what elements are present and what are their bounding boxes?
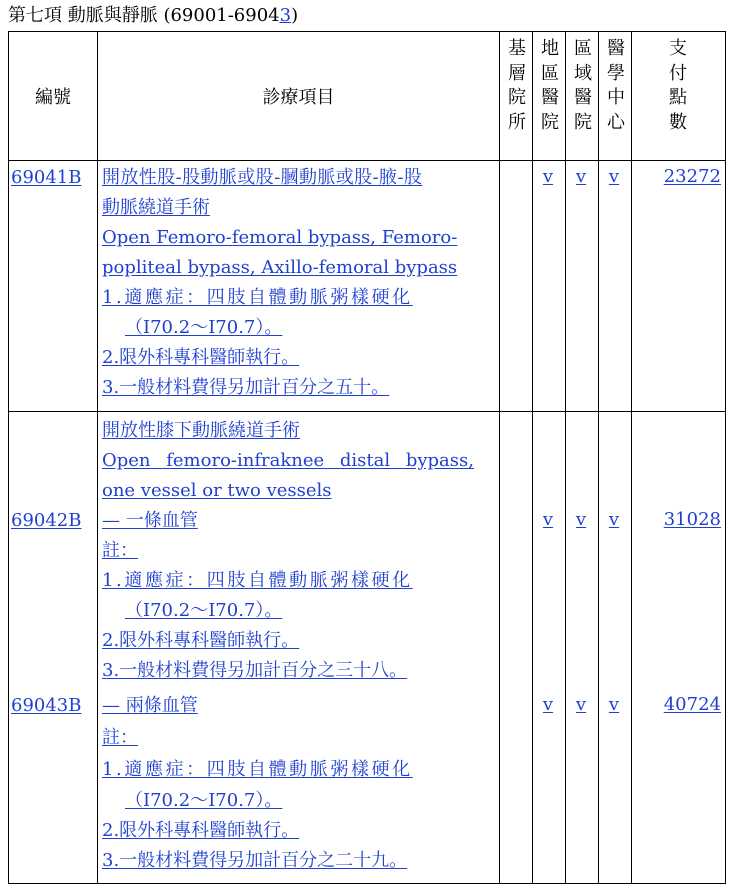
header-code: 編號 xyxy=(35,87,71,108)
header-level-medical-center xyxy=(602,37,630,135)
header-char: 院 xyxy=(574,111,592,133)
desc-line[interactable]: 1.適應症：四肢自體動脈粥樣硬化 xyxy=(102,287,413,308)
desc-line[interactable]: （I70.2～I70.7）。 xyxy=(125,600,283,621)
section-title xyxy=(8,4,298,28)
col-border xyxy=(565,31,566,884)
col-border xyxy=(499,31,500,884)
header-bottom-border xyxy=(8,160,726,161)
col-border xyxy=(725,31,726,884)
header-char: 域 xyxy=(574,62,592,84)
desc-line[interactable]: 開放性膝下動脈繞道手術 xyxy=(102,420,300,441)
mark-regional[interactable]: v xyxy=(575,509,587,530)
desc-line[interactable]: 3.一般材料費得另加計百分之五十。 xyxy=(102,377,390,398)
section-title-last-digit: 3 xyxy=(279,5,292,26)
mark-regional[interactable]: v xyxy=(575,166,587,187)
desc-line[interactable]: 1.適應症：四肢自體動脈粥樣硬化 xyxy=(102,759,413,780)
header-char: 心 xyxy=(607,111,625,133)
desc-line[interactable]: 2.限外科專科醫師執行。 xyxy=(102,630,300,651)
header-points xyxy=(664,37,692,135)
item-code-link[interactable]: 69043B xyxy=(11,695,82,716)
desc-line[interactable]: （I70.2～I70.7）。 xyxy=(125,790,283,811)
points-link[interactable]: 23272 xyxy=(663,166,721,187)
header-char: 層 xyxy=(508,62,526,84)
col-border xyxy=(631,31,632,884)
header-char: 學 xyxy=(607,62,625,84)
header-char: 醫 xyxy=(541,87,559,108)
mark-regional[interactable]: v xyxy=(575,694,587,715)
col-border xyxy=(532,31,533,884)
mark-district[interactable]: v xyxy=(542,166,554,187)
header-char: 院 xyxy=(508,87,526,108)
desc-line[interactable]: — 一條血管 xyxy=(102,510,198,531)
col-border xyxy=(8,31,9,884)
section-title-text: 第七項 動脈與靜脈 (69001-6904 xyxy=(8,5,280,26)
header-char: 付 xyxy=(669,62,687,84)
header-char: 數 xyxy=(669,111,687,133)
header-char: 基 xyxy=(508,38,526,59)
header-char: 中 xyxy=(607,87,625,108)
desc-line[interactable]: 註： xyxy=(102,727,138,748)
header-level-district xyxy=(536,37,564,135)
header-char: 區 xyxy=(574,38,592,59)
header-char: 點 xyxy=(669,87,687,108)
mark-district[interactable]: v xyxy=(542,694,554,715)
header-char: 所 xyxy=(508,111,526,133)
mark-medical-center[interactable]: v xyxy=(608,166,620,187)
header-char: 地 xyxy=(541,38,559,59)
desc-line[interactable]: 3.一般材料費得另加計百分之三十八。 xyxy=(102,660,408,681)
desc-line[interactable]: 2.限外科專科醫師執行。 xyxy=(102,820,300,841)
header-level-regional xyxy=(569,37,597,135)
row-divider xyxy=(8,411,726,412)
points-link[interactable]: 31028 xyxy=(663,509,721,530)
table-top-border xyxy=(8,31,726,32)
mark-medical-center[interactable]: v xyxy=(608,509,620,530)
desc-line[interactable]: one vessel or two vessels xyxy=(102,480,332,501)
item-code-link[interactable]: 69041B xyxy=(11,167,82,188)
header-char: 醫 xyxy=(574,87,592,108)
section-title-close: ) xyxy=(291,5,299,26)
col-border xyxy=(598,31,599,884)
mark-district[interactable]: v xyxy=(542,509,554,530)
header-char: 支 xyxy=(669,38,687,59)
desc-line[interactable]: — 兩條血管 xyxy=(102,695,198,716)
col-border xyxy=(97,31,98,884)
item-code-link[interactable]: 69042B xyxy=(11,510,82,531)
desc-line[interactable]: 註： xyxy=(102,540,138,561)
desc-line[interactable]: 開放性股-股動脈或股-膕動脈或股-腋-股 xyxy=(102,167,423,188)
mark-medical-center[interactable]: v xyxy=(608,694,620,715)
desc-line[interactable]: popliteal bypass, Axillo-femoral bypass xyxy=(102,257,458,278)
table-bottom-border xyxy=(8,883,726,884)
header-item: 診療項目 xyxy=(262,87,335,108)
desc-line[interactable]: 1.適應症：四肢自體動脈粥樣硬化 xyxy=(102,570,413,591)
desc-line[interactable]: （I70.2～I70.7）。 xyxy=(125,317,283,338)
header-char: 區 xyxy=(541,62,559,84)
header-level-clinic xyxy=(503,37,531,135)
header-char: 醫 xyxy=(607,38,625,59)
desc-line[interactable]: 動脈繞道手術 xyxy=(102,197,210,218)
points-link[interactable]: 40724 xyxy=(663,694,721,715)
desc-line[interactable]: Open femoro-infraknee distal bypass, xyxy=(102,450,474,471)
header-char: 院 xyxy=(541,111,559,133)
desc-line[interactable]: 2.限外科專科醫師執行。 xyxy=(102,347,300,368)
desc-line[interactable]: Open Femoro-femoral bypass, Femoro- xyxy=(102,227,458,248)
desc-line[interactable]: 3.一般材料費得另加計百分之二十九。 xyxy=(102,850,408,871)
